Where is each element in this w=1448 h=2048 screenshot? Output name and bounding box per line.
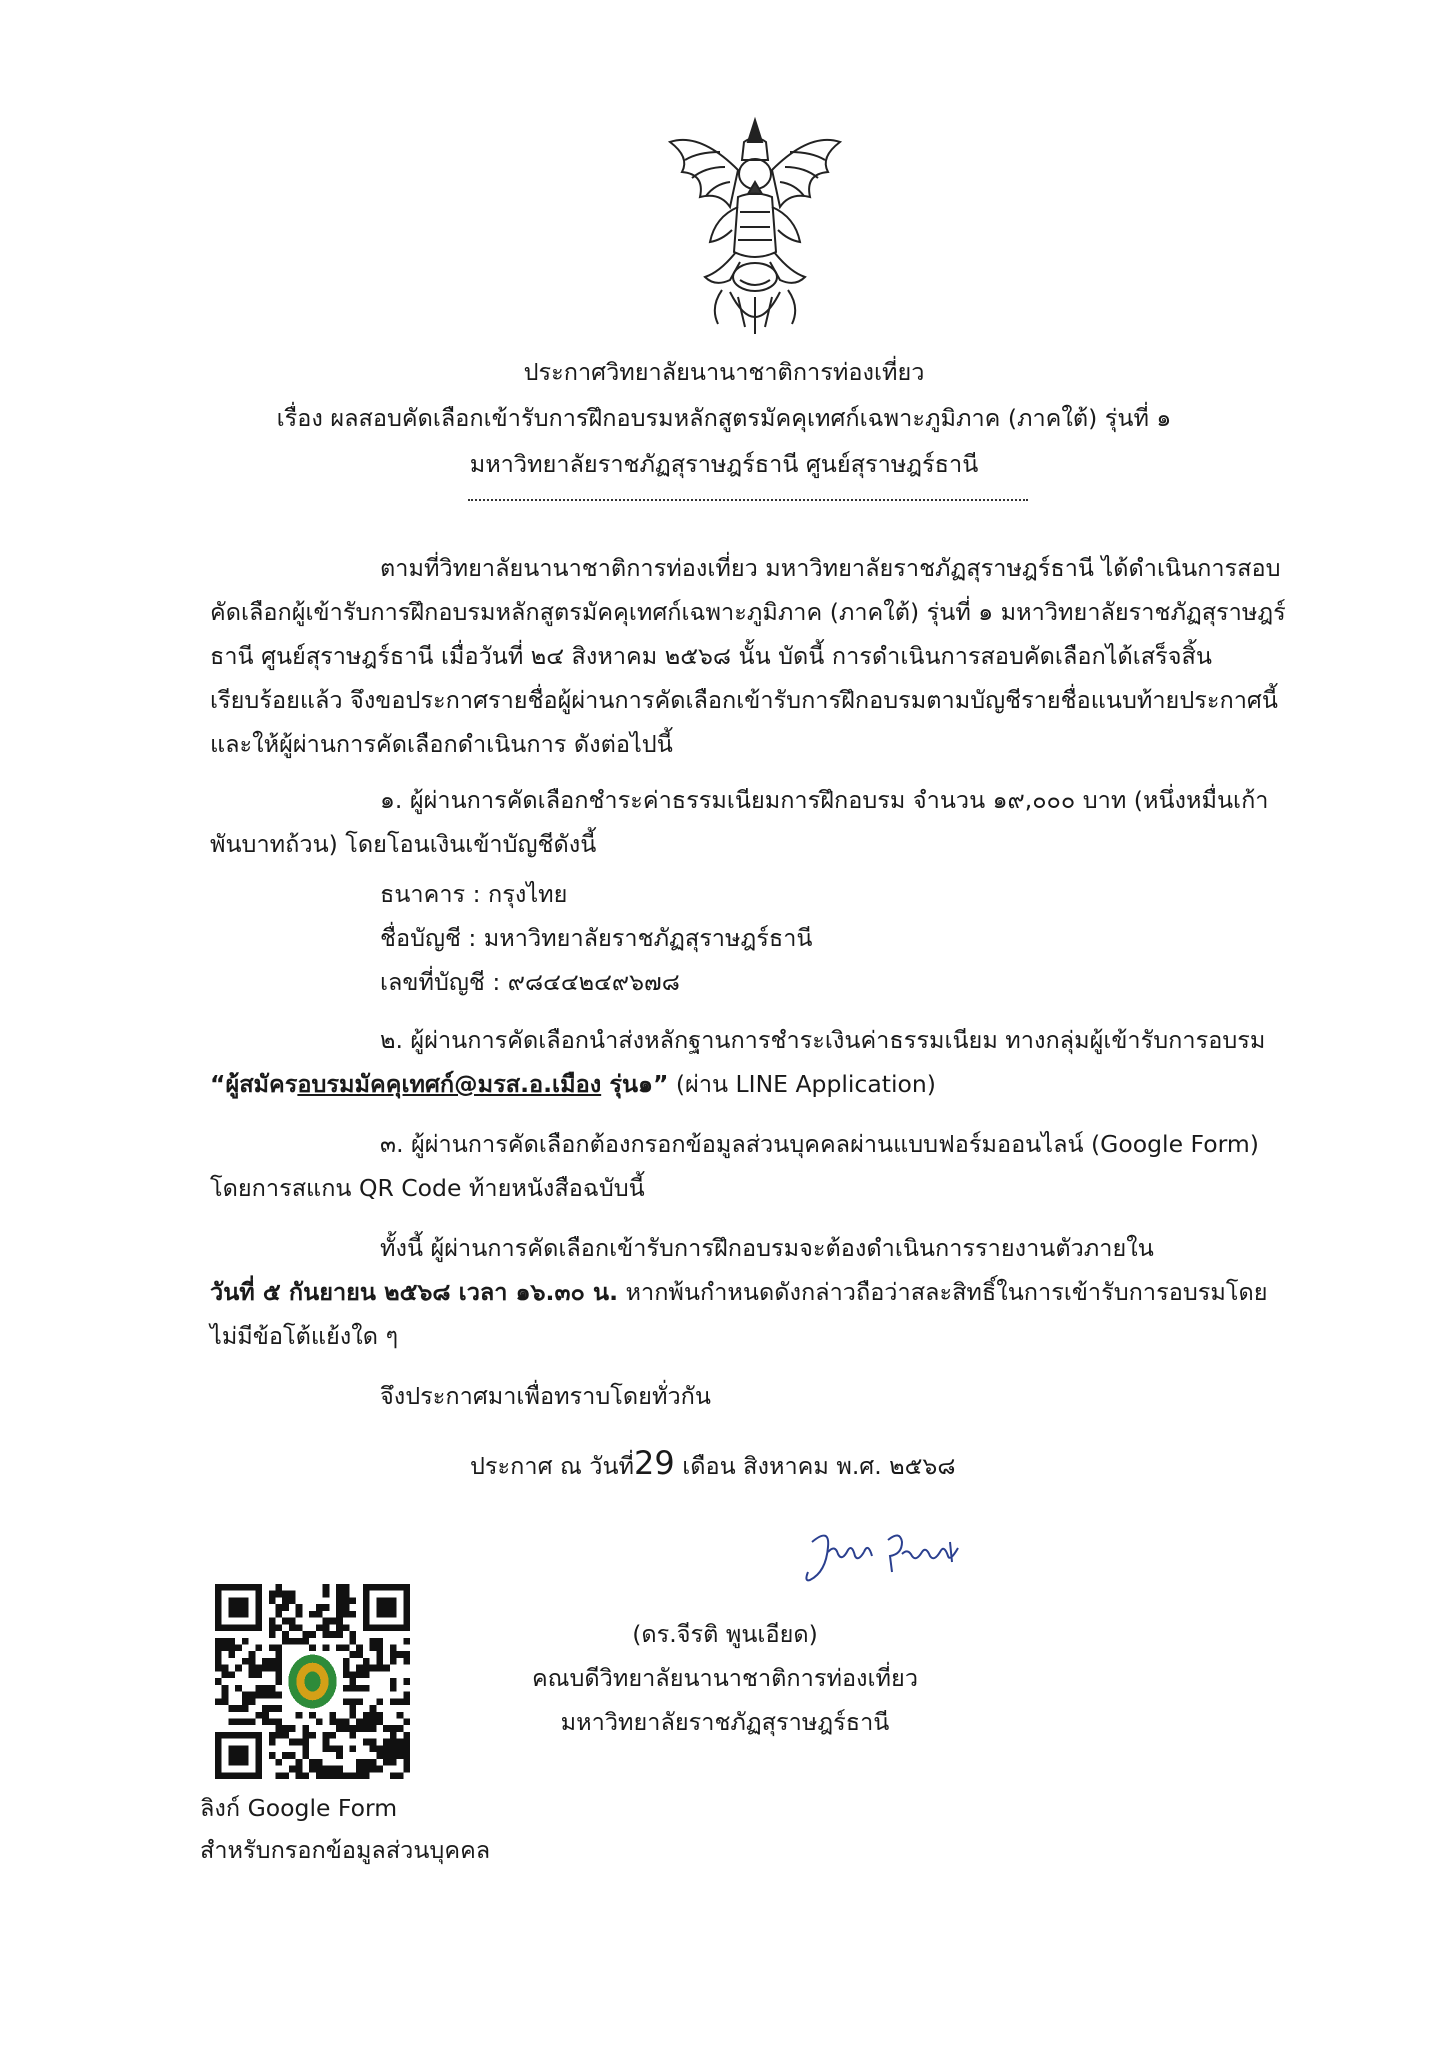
announce-date-suffix: เดือน สิงหาคม พ.ศ. ๒๕๖๘	[682, 1452, 956, 1480]
intro-line-1: ตามที่วิทยาลัยนานาชาติการท่องเที่ยว มหาวิทยาลัยราชภัฏสุราษฎร์ธานี ได้ดำเนินการสอบ	[380, 554, 1281, 582]
line-group-name: อบรมมัคคุเทศก์@มรส.อ.เมือง	[297, 1070, 602, 1098]
item-1-line-1: ๑. ผู้ผ่านการคัดเลือกชำระค่าธรรมเนียมการฝึกอบรม จำนวน ๑๙,๐๐๐ บาท (หนึ่งหมื่นเก้า	[380, 786, 1269, 814]
deadline-date: วันที่ ๕ กันยายน ๒๕๖๘ เวลา ๑๖.๓๐ น.	[210, 1278, 619, 1306]
qr-caption-line-2: สำหรับกรอกข้อมูลส่วนบุคคล	[200, 1836, 491, 1864]
deadline-line-2	[210, 1278, 1268, 1306]
announce-date-day: 29	[634, 1444, 675, 1482]
subject-line-2: มหาวิทยาลัยราชภัฏสุราษฎร์ธานี ศูนย์สุราษฎร์ธานี	[469, 450, 979, 478]
announce-date-prefix: ประกาศ ณ วันที่	[470, 1452, 634, 1480]
intro-line-3: ธานี ศูนย์สุราษฎร์ธานี เมื่อวันที่ ๒๔ สิงหาคม ๒๕๖๘ นั้น บัดนี้ การดำเนินการสอบคัดเลือกได้เสร็จสิ้น	[210, 642, 1212, 670]
line-app-note: (ผ่าน LINE Application)	[668, 1070, 936, 1098]
signatory-name: (ดร.จีรติ พูนเอียด)	[632, 1620, 818, 1648]
deadline-line-1: ทั้งนี้ ผู้ผ่านการคัดเลือกเข้ารับการฝึกอบรมจะต้องดำเนินการรายงานตัวภายใน	[380, 1234, 1154, 1262]
line-group-tail: รุ่น๑”	[601, 1070, 669, 1098]
signatory-organization: มหาวิทยาลัยราชภัฏสุราษฎร์ธานี	[560, 1708, 890, 1736]
item-1-line-2: พันบาทถ้วน) โดยโอนเงินเข้าบัญชีดังนี้	[210, 830, 597, 858]
item-3-line-1: ๓. ผู้ผ่านการคัดเลือกต้องกรอกข้อมูลส่วนบุคคลผ่านแบบฟอร์มออนไลน์ (Google Form)	[380, 1130, 1259, 1158]
intro-line-5: และให้ผู้ผ่านการคัดเลือกดำเนินการ ดังต่อไปนี้	[210, 730, 673, 758]
signatory-position: คณบดีวิทยาลัยนานาชาติการท่องเที่ยว	[531, 1664, 919, 1692]
announcement-title: ประกาศวิทยาลัยนานาชาติการท่องเที่ยว	[523, 358, 925, 386]
university-logo-icon	[286, 1651, 340, 1712]
subject-line: เรื่อง ผลสอบคัดเลือกเข้ารับการฝึกอบรมหลักสูตรมัคคุเทศก์เฉพาะภูมิภาค (ภาคใต้) รุ่นที่ ๑	[276, 404, 1172, 432]
line-group-quote-open: “ผู้สมัคร	[210, 1070, 298, 1098]
intro-line-4: เรียบร้อยแล้ว จึงขอประกาศรายชื่อผู้ผ่านการคัดเลือกเข้ารับการฝึกอบรมตามบัญชีรายชื่อแนบท้ายประกาศนี้	[210, 686, 1278, 714]
signature	[800, 1522, 970, 1592]
deadline-rest: หากพ้นกำหนดดังกล่าวถือว่าสละสิทธิ์ในการเข้ารับการอบรมโดย	[618, 1278, 1268, 1306]
announce-date	[470, 1444, 955, 1482]
item-2-line-2	[210, 1070, 936, 1098]
deadline-line-3: ไม่มีข้อโต้แย้งใด ๆ	[210, 1322, 399, 1350]
title-divider	[468, 499, 1028, 501]
intro-line-2: คัดเลือกผู้เข้ารับการฝึกอบรมหลักสูตรมัคคุเทศก์เฉพาะภูมิภาค (ภาคใต้) รุ่นที่ ๑ มหาวิทยาลัยราชภัฏสุราษฎร์	[210, 598, 1286, 626]
qr-code-icon[interactable]	[215, 1584, 410, 1779]
item-2-line-1: ๒. ผู้ผ่านการคัดเลือกนำส่งหลักฐานการชำระเงินค่าธรรมเนียม ทางกลุ่มผู้เข้ารับการอบรม	[380, 1026, 1266, 1054]
qr-caption-line-1: ลิงก์ Google Form	[200, 1794, 398, 1822]
account-name: ชื่อบัญชี : มหาวิทยาลัยราชภัฏสุราษฎร์ธานี	[380, 924, 813, 952]
item-3-line-2: โดยการสแกน QR Code ท้ายหนังสือฉบับนี้	[210, 1174, 645, 1202]
account-number: เลขที่บัญชี : ๙๘๔๔๒๔๙๖๗๘	[380, 968, 680, 996]
garuda-emblem-icon	[660, 112, 850, 342]
closing-statement: จึงประกาศมาเพื่อทราบโดยทั่วกัน	[380, 1382, 711, 1410]
bank-name: ธนาคาร : กรุงไทย	[380, 880, 568, 908]
